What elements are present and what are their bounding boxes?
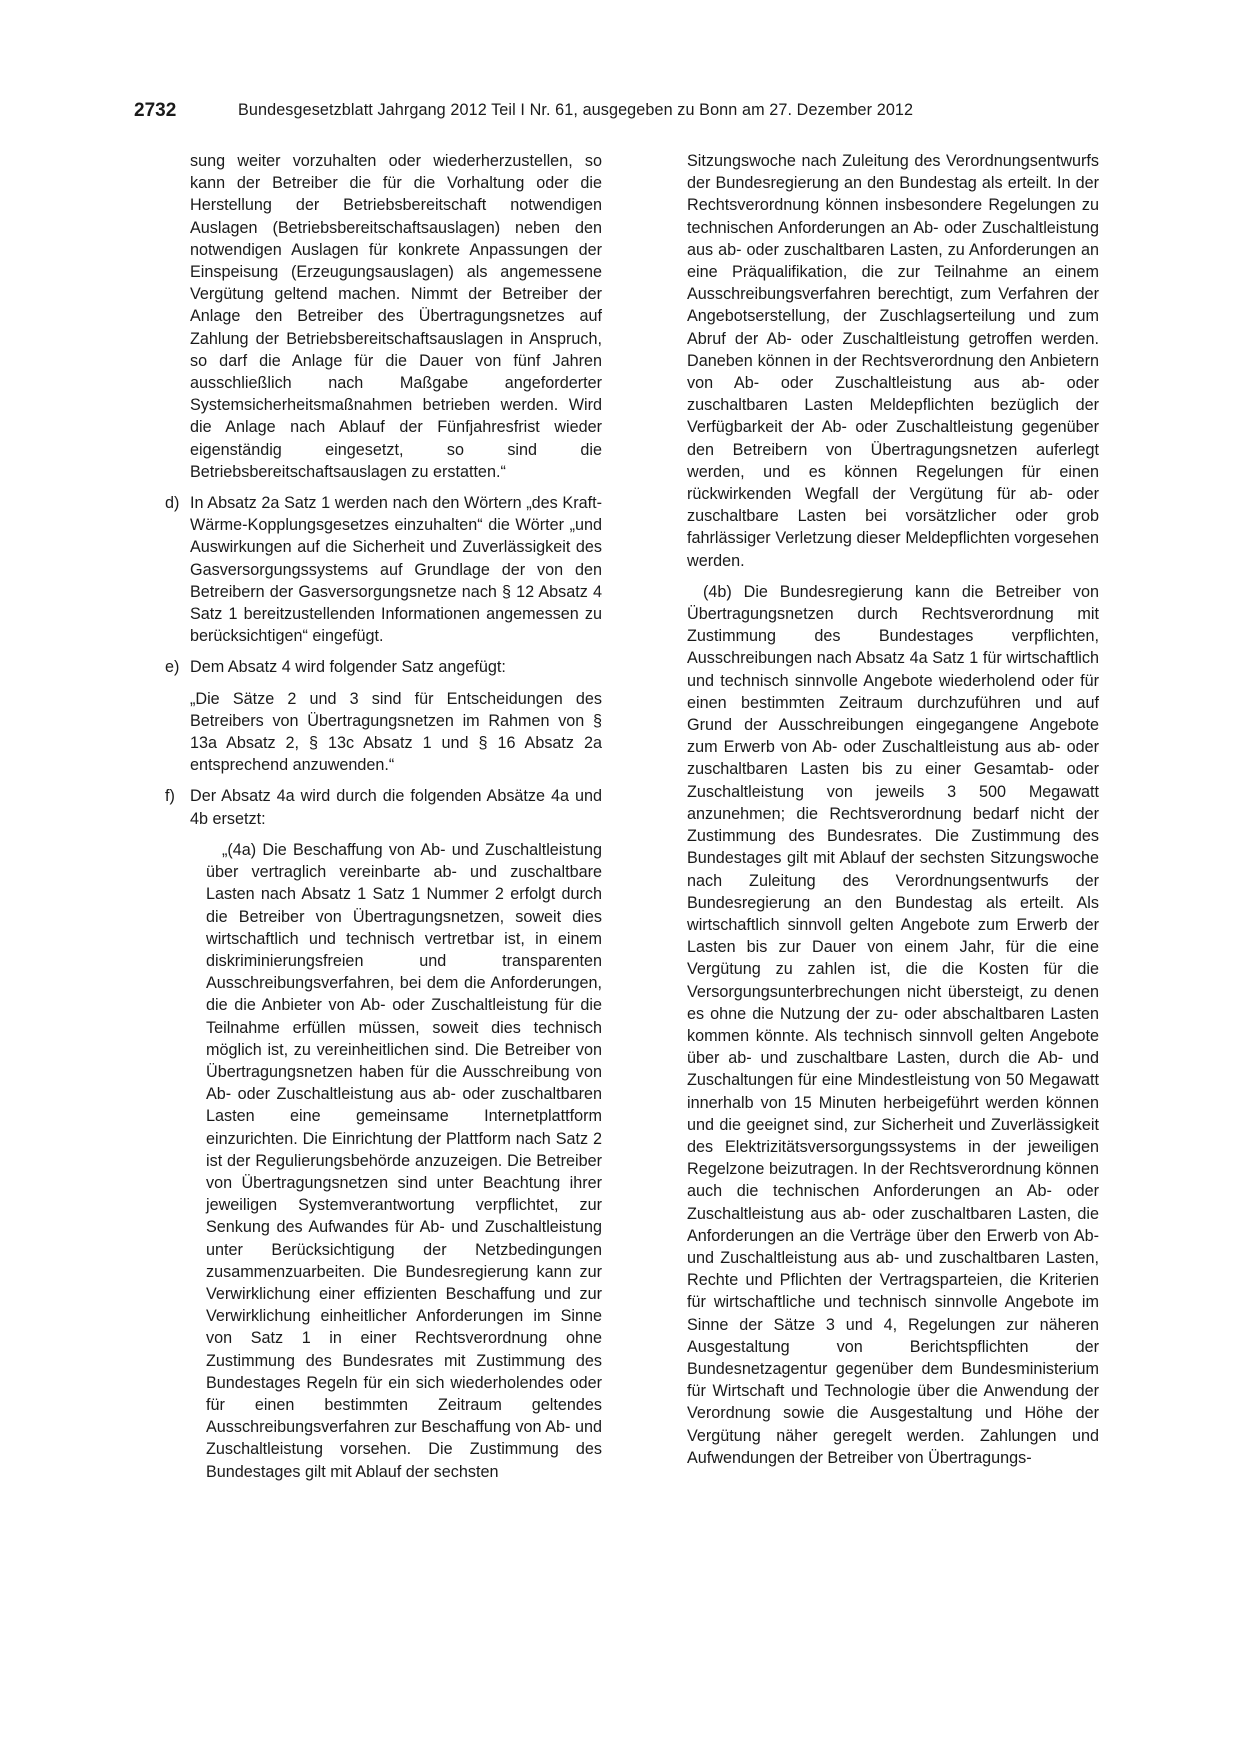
quoted-sentence: „Die Sätze 2 und 3 sind für Entscheidungen des Betreibers von Übertragungsnetzen im Rahmen von § 13a Absatz 2, § 13c Absatz 1 und § 16 Absatz 2a entsprechend anzuwenden.“ bbox=[190, 689, 602, 775]
continuation-paragraph: Sitzungswoche nach Zuleitung des Verordnungsentwurfs der Bundesregierung an den Bundestag als erteilt. In der Rechtsverordnung können insbesondere Regelungen zu technischen Anforderungen an Ab- oder Zuschaltleistung aus ab- oder zuschaltbaren Lasten, zu Anforderungen an eine Präqualifikation, die zur Teilnahme an einem Ausschreibungsverfahren berechtigt, zum Verfahren der Angebotserstellung, der Zuschlagserteilung und zum Abruf der Ab- oder Zuschaltleistung getroffen werden. Daneben können in der Rechtsverordnung den Anbietern von Ab- oder Zuschaltleistung aus ab- oder zuschaltbaren Lasten Meldepflichten bezüglich der Verfügbarkeit der Ab- oder Zuschaltleistung gegenüber den Betreibern von Übertragungsnetzen auferlegt werden, und es können Regelungen für einen rückwirkenden Wegfall der Vergütung für ab- oder zuschaltbare Lasten bei vorsätzlicher oder grob fahrlässiger Verletzung dieser Meldepflichten vorgesehen werden. bbox=[687, 152, 1099, 570]
list-item-f bbox=[165, 785, 602, 1482]
page-number: 2732 bbox=[134, 100, 177, 121]
item-letter: e) bbox=[165, 658, 180, 677]
item-text: In Absatz 2a Satz 1 werden nach den Wörtern „des Kraft-Wärme-Kopplungsgesetzes einzuhalten“ die Wörter „und Auswirkungen auf die Sicherheit und Zuverlässigkeit des Gasversorgungssystems auf Grundlage der von den Betreibern der Gasversorgungsnetze nach § 12 Absatz 4 Satz 1 bereitzustellenden Informationen angemessen zu berücksichtigen“ eingefügt. bbox=[190, 494, 602, 646]
list-item-d bbox=[165, 492, 602, 647]
left-column bbox=[165, 150, 602, 1483]
item-text: Der Absatz 4a wird durch die folgenden Absätze 4a und 4b ersetzt: bbox=[190, 787, 602, 828]
continuation-paragraph: sung weiter vorzuhalten oder wiederherzustellen, so kann der Betreiber die für die Vorhaltung oder die Herstellung der Betriebsbereitschaft notwendigen Auslagen (Betriebsbereitschaftsauslagen) neben den notwendigen Auslagen für konkrete Anpassungen der Einspeisung (Erzeugungsauslagen) als angemessene Vergütung geltend machen. Nimmt der Betreiber der Anlage den Betreiber des Übertragungsnetzes auf Zahlung der Betriebsbereitschaftsauslagen in Anspruch, so darf die Anlage für die Dauer von fünf Jahren ausschließlich nach Maßgabe angeforderter Systemsicherheitsmaßnahmen betrieben werden. Wird die Anlage nach Ablauf der Fünfjahresfrist wieder eigenständig eingesetzt, so sind die Betriebsbereitschaftsauslagen zu erstatten.“ bbox=[190, 152, 602, 481]
right-column bbox=[687, 150, 1099, 1469]
running-title: Bundesgesetzblatt Jahrgang 2012 Teil I Nr. 61, ausgegeben zu Bonn am 27. Dezember 2012 bbox=[238, 101, 914, 119]
item-letter: d) bbox=[165, 494, 180, 513]
list-item-e bbox=[165, 656, 602, 776]
item-letter: f) bbox=[165, 787, 175, 806]
paragraph-4b: (4b) Die Bundesregierung kann die Betreiber von Übertragungsnetzen durch Rechtsverordnung mit Zustimmung des Bundestages verpflichten, Ausschreibungen nach Absatz 4a Satz 1 für wirtschaftlich und technisch sinnvolle Angebote wiederholend oder für einen bestimmten Zeitraum durchzuführen und auf Grund der Ausschreibungen eingegangene Angebote zum Erwerb von Ab- oder Zuschaltleistung aus ab- oder zuschaltbaren Lasten bis zu einer Gesamtab- oder Zuschaltleistung von jeweils 3 500 Megawatt anzunehmen; die Rechtsverordnung bedarf nicht der Zustimmung des Bundesrates. Die Zustimmung des Bundestages gilt mit Ablauf der sechsten Sitzungswoche nach Zuleitung des Verordnungsentwurfs der Bundesregierung an den Bundestag als erteilt. Als wirtschaftlich sinnvoll gelten Angebote zum Erwerb der Lasten bis zur Dauer von einem Jahr, für die eine Vergütung zu zahlen ist, die die Kosten für die Versorgungsunterbrechungen nicht übersteigt, zu denen es ohne die Nutzung der zu- oder abschaltbaren Lasten kommen könnte. Als technisch sinnvoll gelten Angebote über ab- und zuschaltbare Lasten, durch die Ab- und Zuschaltungen für eine Mindestleistung von 50 Megawatt innerhalb von 15 Minuten herbeigeführt werden können und die geeignet sind, zur Sicherheit und Zuverlässigkeit des Elektrizitätsversorgungssystems in der jeweiligen Regelzone beizutragen. In der Rechtsverordnung können auch die technischen Anforderungen an Ab- oder Zuschaltleistung aus ab- oder zuschaltbaren Lasten, die Anforderungen an die Verträge über den Erwerb von Ab- und Zuschaltleistung aus ab- und zuschaltbaren Lasten, Rechte und Pflichten der Vertragsparteien, die Kriterien für wirtschaftliche und technisch sinnvolle Angebote im Sinne der Sätze 3 und 4, Regelungen zur näheren Ausgestaltung von Berichtspflichten der Bundesnetzagentur gegenüber dem Bundesministerium für Wirtschaft und Technologie über die Anwendung der Verordnung sowie die Ausgestaltung und Höhe der Vergütung näher geregelt werden. Zahlungen und Aufwendungen der Betreiber von Übertragungs- bbox=[687, 582, 1099, 1467]
item-text: Dem Absatz 4 wird folgender Satz angefügt: bbox=[190, 658, 506, 677]
quoted-paragraph-4a: „(4a) Die Beschaffung von Ab- und Zuschaltleistung über vertraglich vereinbarte ab- und zuschaltbare Lasten nach Absatz 1 Satz 1 Nummer 2 erfolgt durch die Betreiber von Übertragungsnetzen, soweit dies wirtschaftlich und technisch vertretbar ist, in einem diskriminierungsfreien und transparenten Ausschreibungsverfahren, bei dem die Anforderungen, die die Anbieter von Ab- oder Zuschaltleistung für die Teilnahme erfüllen müssen, soweit dies technisch möglich ist, zu vereinheitlichen sind. Die Betreiber von Übertragungsnetzen haben für die Ausschreibung von Ab- oder Zuschaltleistung aus ab- oder zuschaltbaren Lasten eine gemeinsame Internetplattform einzurichten. Die Einrichtung der Plattform nach Satz 2 ist der Regulierungsbehörde anzuzeigen. Die Betreiber von Übertragungsnetzen sind unter Beachtung ihrer jeweiligen Systemverantwortung verpflichtet, zur Senkung des Aufwandes für Ab- und Zuschaltleistung unter Berücksichtigung der Netzbedingungen zusammenzuarbeiten. Die Bundesregierung kann zur Verwirklichung einer effizienten Beschaffung und zur Verwirklichung einheitlicher Anforderungen im Sinne von Satz 1 in einer Rechtsverordnung ohne Zustimmung des Bundesrates mit Zustimmung des Bundestages Regeln für ein sich wiederholendes oder für einen bestimmten Zeitraum geltendes Ausschreibungsverfahren zur Beschaffung von Ab- und Zuschaltleistung vorsehen. Die Zustimmung des Bundestages gilt mit Ablauf der sechsten bbox=[206, 840, 602, 1481]
page-header bbox=[0, 100, 1241, 124]
